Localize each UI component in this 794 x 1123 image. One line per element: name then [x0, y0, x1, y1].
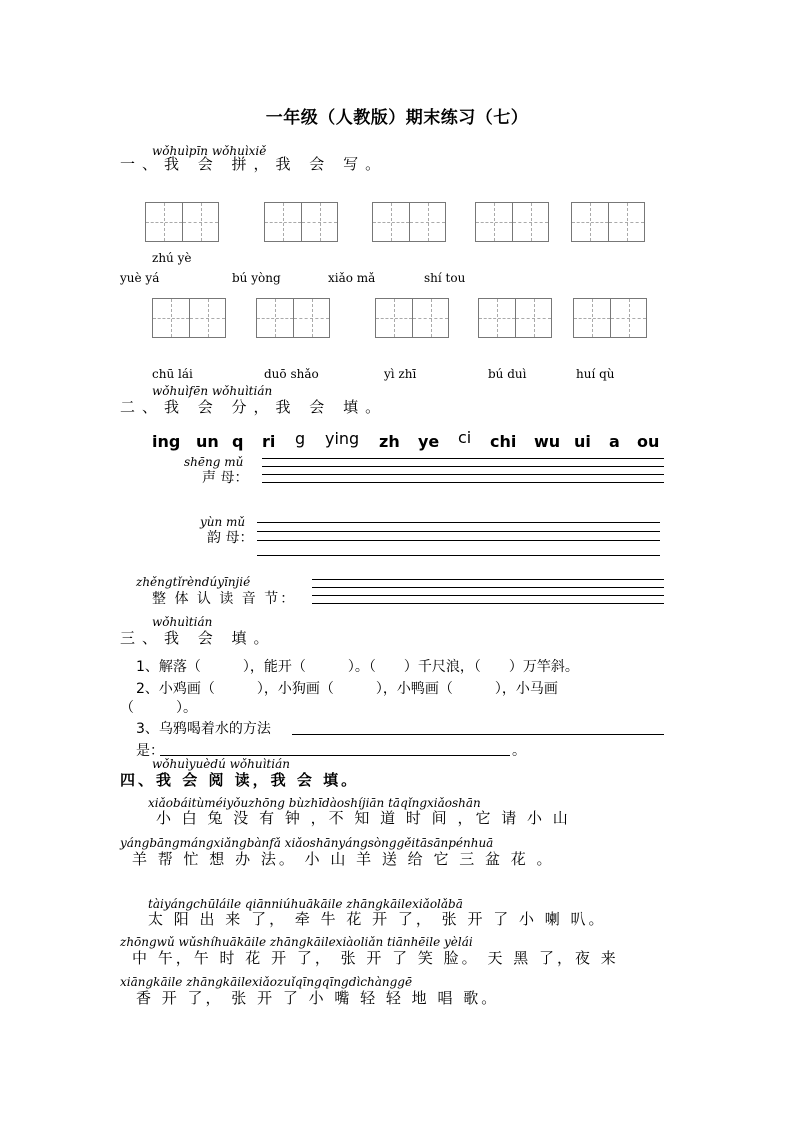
pinyin-label: yuè yá [120, 271, 160, 285]
shengmu-label: 声 母： [202, 470, 249, 486]
reading-text: 太 阳 出 来 了， 牵 牛 花 开 了， 张 开 了 小 喇 叭。 [148, 910, 607, 928]
answer-line[interactable] [292, 734, 664, 735]
reading-text: 中 午，午 时 花 开 了， 张 开 了 笑 脸。 天 黑 了，夜 来 [132, 949, 619, 967]
syllable: ye [418, 432, 440, 451]
writing-grid[interactable] [478, 298, 552, 338]
answer-line[interactable] [160, 755, 510, 756]
writing-grid[interactable] [475, 202, 549, 242]
answer-line[interactable] [257, 531, 660, 532]
writing-grid[interactable] [372, 202, 446, 242]
pinyin-label: xiǎo mǎ [328, 271, 376, 285]
reading-text: 小 白 兔 没 有 钟 ，不 知 道 时 间 ，它 请 小 山 [156, 809, 571, 827]
answer-line[interactable] [312, 603, 664, 604]
answer-line[interactable] [312, 579, 664, 580]
answer-line[interactable] [262, 474, 664, 475]
section2-heading: 二、我 会 分，我 会 填。 [120, 398, 388, 416]
section3-heading-pinyin: wǒhuìtián [152, 615, 213, 629]
syllable: ui [574, 432, 591, 451]
section2-heading-pinyin: wǒhuìfēn wǒhuìtián [152, 384, 273, 398]
syllable: g [295, 429, 306, 448]
syllable: ou [637, 432, 660, 451]
pinyin-label: duō shǎo [264, 367, 319, 381]
syllable: q [232, 432, 244, 451]
answer-line[interactable] [257, 540, 660, 541]
answer-line[interactable] [262, 482, 664, 483]
syllable: wu [534, 432, 561, 451]
yunmu-label: 韵 母： [207, 530, 254, 546]
reading-text: 羊 帮 忙 想 办 法。 小 山 羊 送 给 它 三 盆 花 。 [132, 850, 555, 868]
pinyin-label: huí qù [576, 367, 615, 381]
fill-blank-line: 3、乌鸦喝着水的方法 [136, 721, 271, 737]
writing-grid[interactable] [152, 298, 226, 338]
writing-grid[interactable] [573, 298, 647, 338]
writing-grid[interactable] [264, 202, 338, 242]
yunmu-pinyin: yùn mǔ [200, 515, 246, 529]
section1-heading-pinyin: wǒhuìpīn wǒhuìxiě [152, 144, 267, 158]
reading-pinyin: xiǎobáitùméiyǒuzhōng bùzhīdàoshíjiān tāqǐngxiǎoshān [148, 796, 481, 810]
section4-heading-pinyin: wǒhuìyuèdú wǒhuìtián [152, 757, 290, 771]
section3-heading: 三、我 会 填。 [120, 629, 276, 647]
zhengti-pinyin: zhěngtǐrèndúyīnjié [136, 575, 251, 589]
syllable: a [609, 432, 620, 451]
syllable: zh [379, 432, 400, 451]
page-title: 一年级（人教版）期末练习（七） [265, 108, 529, 128]
reading-pinyin: xiāngkāile zhāngkāilexiǎozuǐqīngqīngdìchànggē [120, 975, 413, 989]
syllable: un [196, 432, 219, 451]
zhengti-label: 整 体 认 读 音 节： [152, 591, 297, 607]
syllable: ing [152, 432, 181, 451]
answer-line[interactable] [262, 466, 664, 467]
writing-grid[interactable] [571, 202, 645, 242]
reading-pinyin: tàiyángchūláile qiānniúhuākāile zhāngkāilexiǎolǎbā [148, 897, 463, 911]
reading-pinyin: yángbāngmángxiǎngbànfǎ xiǎoshānyángsònggěitāsānpénhuā [120, 836, 494, 850]
answer-line[interactable] [257, 555, 660, 556]
fill-blank-line: （ ）。 [120, 700, 197, 716]
syllable: ri [262, 432, 276, 451]
answer-line[interactable] [257, 522, 660, 523]
pinyin-label: shí tou [424, 271, 466, 285]
answer-line[interactable] [312, 587, 664, 588]
answer-line[interactable] [262, 458, 664, 459]
syllable: chi [490, 432, 517, 451]
syllable: ying [325, 429, 360, 448]
section4-heading: 四、我 会 阅 读，我 会 填。 [120, 771, 360, 789]
fill-blank-period: 。 [512, 743, 526, 759]
pinyin-label: chū lái [152, 367, 193, 381]
writing-grid[interactable] [256, 298, 330, 338]
reading-text: 香 开 了， 张 开 了 小 嘴 轻 轻 地 唱 歌。 [136, 989, 500, 1007]
writing-grid[interactable] [375, 298, 449, 338]
section1-heading: 一、我 会 拼，我 会 写。 [120, 155, 388, 173]
pinyin-label: zhú yè [152, 251, 192, 265]
writing-grid[interactable] [145, 202, 219, 242]
fill-blank-line: 1、解落（ ），能开（ ）。（ ）千尺浪，（ ）万竿斜。 [136, 659, 579, 675]
fill-blank-line: 2、小鸡画（ ），小狗画（ ），小鸭画（ ），小马画 [136, 681, 558, 697]
fill-blank-line: 是： [136, 743, 164, 759]
pinyin-label: bú duì [488, 367, 527, 381]
pinyin-label: yì zhī [384, 367, 417, 381]
reading-pinyin: zhōngwǔ wǔshíhuākāile zhāngkāilexiàoliǎn tiānhēile yèlái [120, 935, 473, 949]
answer-line[interactable] [312, 595, 664, 596]
syllable: ci [458, 428, 472, 447]
shengmu-pinyin: shēng mǔ [184, 455, 244, 469]
pinyin-label: bú yòng [232, 271, 281, 285]
